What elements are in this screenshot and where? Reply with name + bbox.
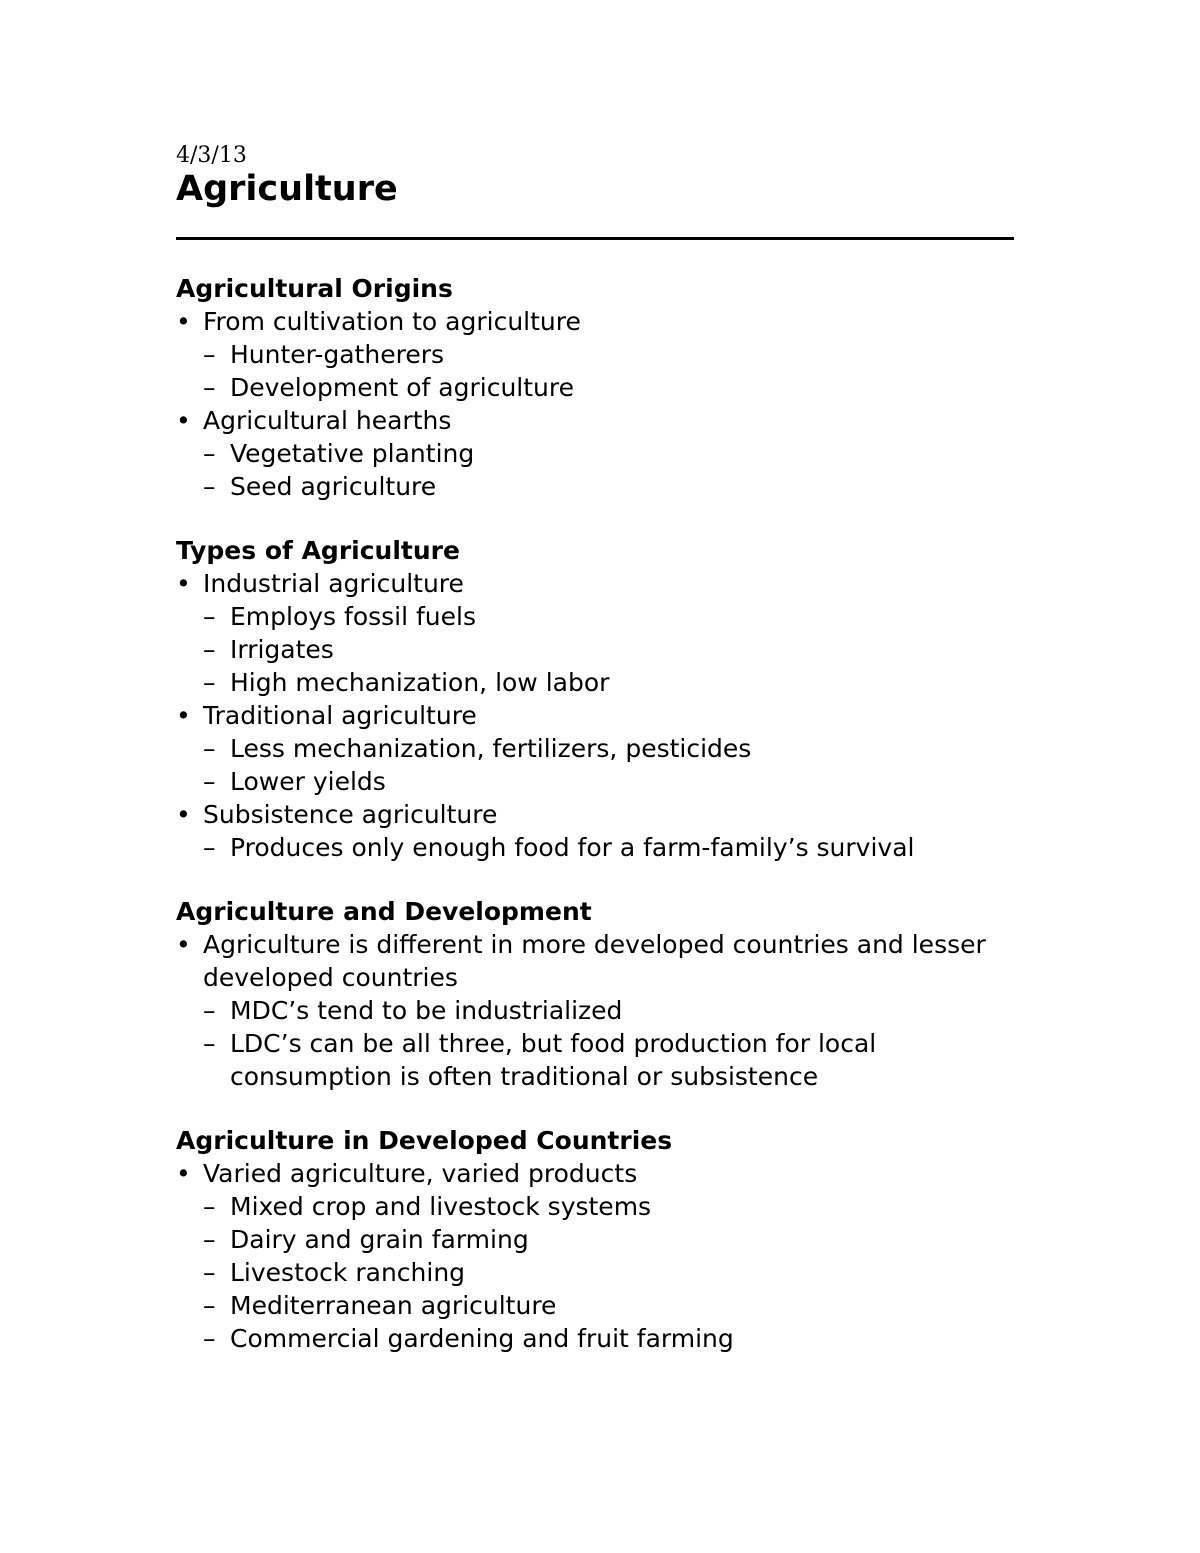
sub-bullet-text: Mixed crop and livestock systems <box>230 1192 652 1221</box>
bullet-text: Agriculture is different in more developed countries and lesser developed countries <box>203 930 986 992</box>
sub-bullet-text: Seed agriculture <box>230 472 437 501</box>
bullet-item <box>176 1157 1016 1355</box>
dash-icon: – <box>203 635 216 664</box>
bullet-dot-icon: • <box>176 701 191 730</box>
sub-bullet-item <box>203 1322 1016 1355</box>
bullet-text: Subsistence agriculture <box>203 800 498 829</box>
outline-section <box>176 534 1016 864</box>
dash-icon: – <box>203 1291 216 1320</box>
bullet-text: From cultivation to agriculture <box>203 307 581 336</box>
dash-icon: – <box>203 668 216 697</box>
bullet-text: Industrial agriculture <box>203 569 464 598</box>
bullet-text: Varied agriculture, varied products <box>203 1159 638 1188</box>
sub-bullet-text: Livestock ranching <box>230 1258 466 1287</box>
sub-bullet-text: Development of agriculture <box>230 373 574 402</box>
bullet-list <box>176 1157 1016 1355</box>
outline-section <box>176 272 1016 503</box>
sub-bullet-text: LDC’s can be all three, but food production for local consumption is often traditional or subsistence <box>230 1029 877 1091</box>
sub-bullet-item <box>203 1027 1016 1093</box>
outline-section <box>176 895 1016 1093</box>
bullet-item <box>176 305 1016 404</box>
sub-bullet-item <box>203 765 1016 798</box>
dash-icon: – <box>203 1192 216 1221</box>
document-title: Agriculture <box>176 169 398 209</box>
bullet-list <box>176 305 1016 503</box>
sub-bullet-text: Hunter-gatherers <box>230 340 445 369</box>
sub-bullet-list <box>203 338 1016 404</box>
dash-icon: – <box>203 833 216 862</box>
sub-bullet-text: Commercial gardening and fruit farming <box>230 1324 734 1353</box>
sub-bullet-item <box>203 1289 1016 1322</box>
bullet-dot-icon: • <box>176 406 191 435</box>
section-heading: Agricultural Origins <box>176 274 453 303</box>
bullet-item <box>176 928 1016 1093</box>
bullet-item <box>176 404 1016 503</box>
sub-bullet-item <box>203 437 1016 470</box>
bullet-text: Agricultural hearths <box>203 406 452 435</box>
bullet-item <box>176 699 1016 798</box>
bullet-item <box>176 798 1016 864</box>
bullet-dot-icon: • <box>176 1159 191 1188</box>
bullet-list <box>176 928 1016 1093</box>
sub-bullet-item <box>203 1223 1016 1256</box>
document-date: 4/3/13 <box>176 143 247 168</box>
sub-bullet-list <box>203 600 1016 699</box>
sub-bullet-item <box>203 666 1016 699</box>
sub-bullet-item <box>203 600 1016 633</box>
dash-icon: – <box>203 472 216 501</box>
sub-bullet-item <box>203 732 1016 765</box>
sub-bullet-item <box>203 633 1016 666</box>
bullet-list <box>176 567 1016 864</box>
dash-icon: – <box>203 439 216 468</box>
section-heading: Types of Agriculture <box>176 536 460 565</box>
sub-bullet-text: Employs fossil fuels <box>230 602 477 631</box>
sub-bullet-list <box>203 732 1016 798</box>
sub-bullet-text: Irrigates <box>230 635 334 664</box>
dash-icon: – <box>203 996 216 1025</box>
dash-icon: – <box>203 1225 216 1254</box>
sub-bullet-item <box>203 470 1016 503</box>
sub-bullet-text: Dairy and grain farming <box>230 1225 529 1254</box>
sub-bullet-text: High mechanization, low labor <box>230 668 610 697</box>
sub-bullet-item <box>203 371 1016 404</box>
sub-bullet-text: Lower yields <box>230 767 386 796</box>
dash-icon: – <box>203 602 216 631</box>
bullet-item <box>176 567 1016 699</box>
sub-bullet-list <box>203 994 1016 1093</box>
sub-bullet-list <box>203 831 1016 864</box>
bullet-dot-icon: • <box>176 307 191 336</box>
sub-bullet-item <box>203 831 1016 864</box>
document-body <box>176 272 1016 1386</box>
sub-bullet-text: Produces only enough food for a farm-family’s survival <box>230 833 915 862</box>
sub-bullet-text: Vegetative planting <box>230 439 475 468</box>
dash-icon: – <box>203 1029 216 1058</box>
dash-icon: – <box>203 734 216 763</box>
sub-bullet-item <box>203 1190 1016 1223</box>
dash-icon: – <box>203 373 216 402</box>
sub-bullet-item <box>203 994 1016 1027</box>
sub-bullet-list <box>203 437 1016 503</box>
sub-bullet-item <box>203 1256 1016 1289</box>
bullet-dot-icon: • <box>176 800 191 829</box>
bullet-dot-icon: • <box>176 569 191 598</box>
bullet-dot-icon: • <box>176 930 191 959</box>
dash-icon: – <box>203 1324 216 1353</box>
sub-bullet-text: MDC’s tend to be industrialized <box>230 996 623 1025</box>
section-heading: Agriculture and Development <box>176 897 592 926</box>
sub-bullet-list <box>203 1190 1016 1355</box>
sub-bullet-text: Mediterranean agriculture <box>230 1291 557 1320</box>
dash-icon: – <box>203 340 216 369</box>
sub-bullet-item <box>203 338 1016 371</box>
dash-icon: – <box>203 1258 216 1287</box>
bullet-text: Traditional agriculture <box>203 701 477 730</box>
sub-bullet-text: Less mechanization, fertilizers, pesticides <box>230 734 752 763</box>
dash-icon: – <box>203 767 216 796</box>
section-heading: Agriculture in Developed Countries <box>176 1126 673 1155</box>
outline-section <box>176 1124 1016 1355</box>
title-divider <box>176 237 1014 240</box>
